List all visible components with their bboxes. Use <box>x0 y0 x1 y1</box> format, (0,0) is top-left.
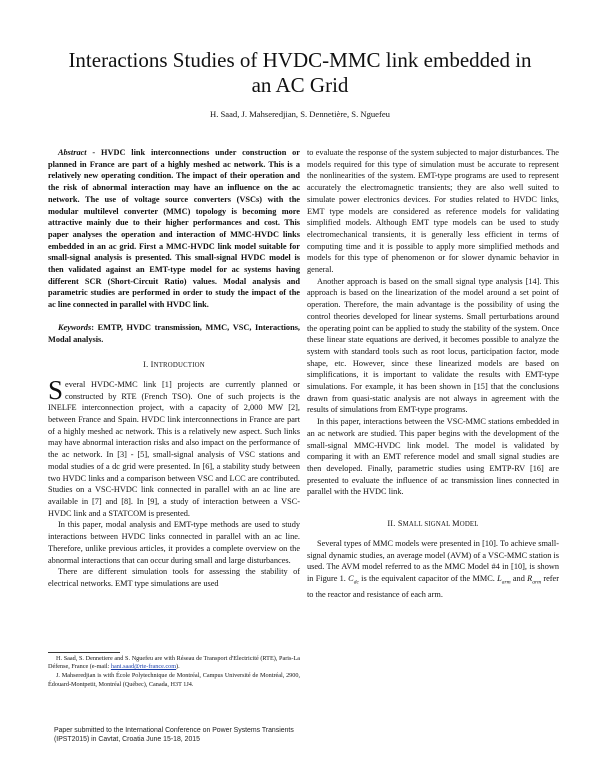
submission-note: Paper submitted to the International Conference on Power Systems Transients (IPST2015) in Cavtat, Croatia June 15-18, 2015 <box>54 727 294 743</box>
footnote-divider <box>48 652 120 653</box>
abstract <box>48 147 300 311</box>
body-paragraph-mmc-models: Several types of MMC models were presented in [10]. To achieve small-signal dynamic studies, an average model (AVM) of a VSC-MMC station is used. The AVM model referred to as the MMC Model #4 in [10], is shown in Figure 1. $C_{dc}$ is the equivalent capacitor of the MMC. $L_{arm}$ and $R_{arm}$ refer to the reactor and resistance of each arm. <box>307 538 560 600</box>
body-paragraph-small-signal: Another approach is based on the small signal type analysis [14]. This approach is based on the linearization of the model around a set point of operation. Therefore, the main advantage is the possibility of using the control theories developed for linear systems. Small perturbations around the operating point can be applied to study the stability of the system. Once these linear state equations are derived, it becomes possible to analyze the system with standard tools such as root locus, participation factor, mode shape, etc. However, since these linearized models are based on simplifications, it is important to validate the results with EMT-type simulations. For example, it has been shown in [15] that the conclusions drawn from quasi-static analysis are not always in agreement with the results of simulations from EMT-type programs. <box>307 276 559 415</box>
keywords-text: : EMTP, HVDC transmission, MMC, VSC, Interactions, Modal analysis. <box>48 322 300 344</box>
abstract-label: Abstract <box>58 148 87 157</box>
footnotes <box>48 655 300 690</box>
keywords <box>48 322 300 345</box>
var-larm: $L_{arm}$ <box>497 573 511 586</box>
left-column <box>48 147 300 590</box>
intro-paragraph-1: Several HVDC-MMC link [1] projects are currently planned or constructed by RTE (French TSO). One of such projects is the INELFE interconnection project, with a capacity of 2,000 MW [2], between France and Spain. HVDC link interconnections in France are part of a highly meshed ac network. This is a relatively new aspect. Such links may have abnormal interaction risks and also impact on the performance of the ac network. In [3] - [5], small-signal analysis of VSC stations and modal studies of a dc grid were presented. In [6], a stability study between two HVDC links and a comparison between VSC and LCC are contributed. Studies on a VSC-HVDC link connected in parallel with an ac line are available in [7] and [8]. In [9], a study of interaction between a VSC-HVDC link and a STATCOM is presented. <box>48 374 300 518</box>
var-cdc: $C_{dc}$ <box>348 573 359 586</box>
abstract-text: - HVDC link interconnections under construction or planned in France are part of a highly meshed ac network. This is a relatively new operating condition. The impact of their operation and the risk of abnormal interaction may have an influence on the ac network. The use of voltage source converters (VSCs) with the modular multilevel converter (MMC) topology is becoming more attractive mainly due to their higher performances and cost. This paper analyses the operation and interaction of MMC-HVDC links embedded in an ac grid. First a MMC-HVDC link model suitable for small-signal analysis is presented. This small-signal HVDC model is then validated against an EMT-type model for ac systems having different SCR (Short-Circuit Ratio) values. Modal analysis and parametric studies are performed in order to study the impact of the ac line connected in parallel with HVDC link. <box>48 148 300 310</box>
keywords-label: Keywords <box>58 322 92 332</box>
body-paragraph-emt: to evaluate the response of the system subjected to major disturbances. The models required for this type of simulation must be accurate to represent the nonlinearities of the system. EMT-type programs are used to represent accurately the electromagnetic transients; they are also well suited to simulate power electronics devices. For studies related to HVDC links, EMT type models are considered as reference models for validating simplified models. Although EMT type models can be used to study electromechanical transients, it is generally less efficient in terms of computing time and it is possible to apply more simplified methods and models for this type of phenomenon or for slower dynamic behavior in general. <box>307 148 559 275</box>
footnote-affiliation-rte: H. Saad, S. Dennetiere and S. Nguefeu are with Réseau de Transport d'Electricité (RTE), Paris-La Défense, France (e-mail: hani.saad@rte-france.com). <box>48 655 300 671</box>
intro-paragraph-2: In this paper, modal analysis and EMT-type methods are used to study interactions between HVDC links connected in parallel with an ac line. Therefore, unlike previous articles, it provides a complete overview on the abnormal interactions that can occur during small and large disturbances. <box>48 520 300 565</box>
var-rarm: $R_{arm}$ <box>527 573 542 586</box>
drop-cap: S <box>48 374 64 405</box>
author-list: H. Saad, J. Mahseredjian, S. Dennetière, S. Nguefeu <box>210 109 390 119</box>
section-heading-introduction: I. INTRODUCTION <box>143 360 205 370</box>
body-paragraph-this-paper: In this paper, interactions between the VSC-MMC stations embedded in an ac network are studied. This paper begins with the development of the small-signal MMC-HVDC link model. The model is validated by comparing it with an EMT reference model and small signal studies are then developed. Finally, parametric studies using EMTP-RV [16] are presented to evaluate the influence of ac transmission lines connected in parallel with the HVDC link. <box>307 417 559 497</box>
footnote-affiliation-polytechnique: J. Mahseredjian is with École Polytechnique de Montréal, Campus Université de Montréal, 2900, Édouard-Montpetit, Montréal (Québec), Canada, H3T 1J4. <box>48 672 300 688</box>
intro-paragraph-3: There are different simulation tools for assessing the stability of electrical networks. EMT type simulations are used <box>48 567 300 588</box>
section-heading-small-signal-model: II. SMALL SIGNAL MODEL <box>387 519 479 529</box>
right-column <box>307 147 559 601</box>
paper-title: Interactions Studies of HVDC-MMC link embedded in an AC Grid <box>68 48 532 97</box>
email-link[interactable]: hani.saad@rte-france.com <box>110 663 177 671</box>
